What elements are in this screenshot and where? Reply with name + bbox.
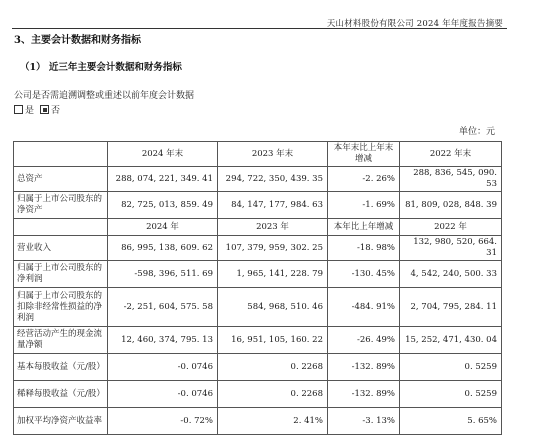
value-cell: 1, 965, 141, 228. 79 bbox=[218, 261, 328, 288]
restatement-question: 公司是否需追溯调整或重述以前年度会计数据 bbox=[14, 91, 195, 101]
value-cell: -1. 69% bbox=[328, 192, 400, 219]
value-cell: 584, 968, 510. 46 bbox=[218, 288, 328, 327]
header-cell: 2024 年末 bbox=[108, 142, 218, 167]
unit-label: 单位：元 bbox=[458, 127, 495, 137]
table-row bbox=[14, 167, 502, 192]
table-row bbox=[14, 354, 502, 381]
header-cell bbox=[14, 219, 108, 236]
header-cell: 本年末比上年末增减 bbox=[328, 142, 400, 167]
value-cell: 288, 836, 545, 090. 53 bbox=[400, 167, 502, 192]
value-cell: -132. 89% bbox=[328, 381, 400, 408]
value-cell: -0. 72% bbox=[108, 408, 218, 435]
value-cell: 16, 951, 105, 160. 22 bbox=[218, 327, 328, 354]
subsection-title: （1） 近三年主要会计数据和财务指标 bbox=[20, 62, 182, 73]
row-label: 归属于上市公司股东的扣除非经常性损益的净利润 bbox=[14, 288, 108, 327]
value-cell: 0. 2268 bbox=[218, 381, 328, 408]
value-cell: 2. 41% bbox=[218, 408, 328, 435]
value-cell: -2, 251, 604, 575. 58 bbox=[108, 288, 218, 327]
header-cell: 2022 年 bbox=[400, 219, 502, 236]
value-cell: -18. 98% bbox=[328, 236, 400, 261]
value-cell: 82, 725, 013, 859. 49 bbox=[108, 192, 218, 219]
table2-header-row bbox=[14, 219, 502, 236]
value-cell: -598, 396, 511. 69 bbox=[108, 261, 218, 288]
table-row bbox=[14, 261, 502, 288]
header-cell: 本年比上年增减 bbox=[328, 219, 400, 236]
header-divider bbox=[12, 28, 507, 29]
table-row bbox=[14, 288, 502, 327]
value-cell: 86, 995, 138, 609. 62 bbox=[108, 236, 218, 261]
checkbox-yes[interactable] bbox=[14, 105, 23, 114]
value-cell: 84, 147, 177, 984. 63 bbox=[218, 192, 328, 219]
table-row bbox=[14, 192, 502, 219]
value-cell: 15, 252, 471, 430. 04 bbox=[400, 327, 502, 354]
value-cell: -0. 0746 bbox=[108, 381, 218, 408]
value-cell: -484. 91% bbox=[328, 288, 400, 327]
value-cell: 0. 5259 bbox=[400, 381, 502, 408]
header-cell: 2022 年末 bbox=[400, 142, 502, 167]
option-yes[interactable] bbox=[14, 103, 34, 116]
row-label: 加权平均净资产收益率 bbox=[14, 408, 108, 435]
row-label: 基本每股收益（元/股） bbox=[14, 354, 108, 381]
header-cell bbox=[14, 142, 108, 167]
table-row bbox=[14, 381, 502, 408]
value-cell: -0. 0746 bbox=[108, 354, 218, 381]
value-cell: 4, 542, 240, 500. 33 bbox=[400, 261, 502, 288]
row-label: 营业收入 bbox=[14, 236, 108, 261]
value-cell: 0. 5259 bbox=[400, 354, 502, 381]
value-cell: -132. 89% bbox=[328, 354, 400, 381]
value-cell: -2. 26% bbox=[328, 167, 400, 192]
value-cell: 107, 379, 959, 302. 25 bbox=[218, 236, 328, 261]
row-label: 归属于上市公司股东的净利润 bbox=[14, 261, 108, 288]
value-cell: 12, 460, 374, 795. 13 bbox=[108, 327, 218, 354]
row-label: 总资产 bbox=[14, 167, 108, 192]
option-yes-label: 是 bbox=[25, 106, 35, 116]
page-header: 天山材料股份有限公司 2024 年年度报告摘要 bbox=[326, 19, 503, 29]
value-cell: -130. 45% bbox=[328, 261, 400, 288]
header-cell: 2023 年 bbox=[218, 219, 328, 236]
option-no[interactable] bbox=[40, 103, 60, 116]
header-cell: 2024 年 bbox=[108, 219, 218, 236]
table-row bbox=[14, 408, 502, 435]
row-label: 稀释每股收益（元/股） bbox=[14, 381, 108, 408]
value-cell: -26. 49% bbox=[328, 327, 400, 354]
checkbox-no[interactable] bbox=[40, 105, 49, 114]
row-label: 归属于上市公司股东的净资产 bbox=[14, 192, 108, 219]
value-cell: 294, 722, 350, 439. 35 bbox=[218, 167, 328, 192]
financial-data-table bbox=[13, 141, 502, 435]
table-row bbox=[14, 236, 502, 261]
table-row bbox=[14, 327, 502, 354]
option-no-label: 否 bbox=[51, 106, 61, 116]
section-title: 3、主要会计数据和财务指标 bbox=[14, 35, 141, 46]
value-cell: 288, 074, 221, 349. 41 bbox=[108, 167, 218, 192]
value-cell: 132, 980, 520, 664. 31 bbox=[400, 236, 502, 261]
header-cell: 2023 年末 bbox=[218, 142, 328, 167]
restatement-options bbox=[14, 103, 64, 116]
value-cell: 0. 2268 bbox=[218, 354, 328, 381]
value-cell: 5. 65% bbox=[400, 408, 502, 435]
row-label: 经营活动产生的现金流量净额 bbox=[14, 327, 108, 354]
table1-header-row bbox=[14, 142, 502, 167]
value-cell: -3. 13% bbox=[328, 408, 400, 435]
value-cell: 81, 809, 028, 848. 39 bbox=[400, 192, 502, 219]
value-cell: 2, 704, 795, 284. 11 bbox=[400, 288, 502, 327]
